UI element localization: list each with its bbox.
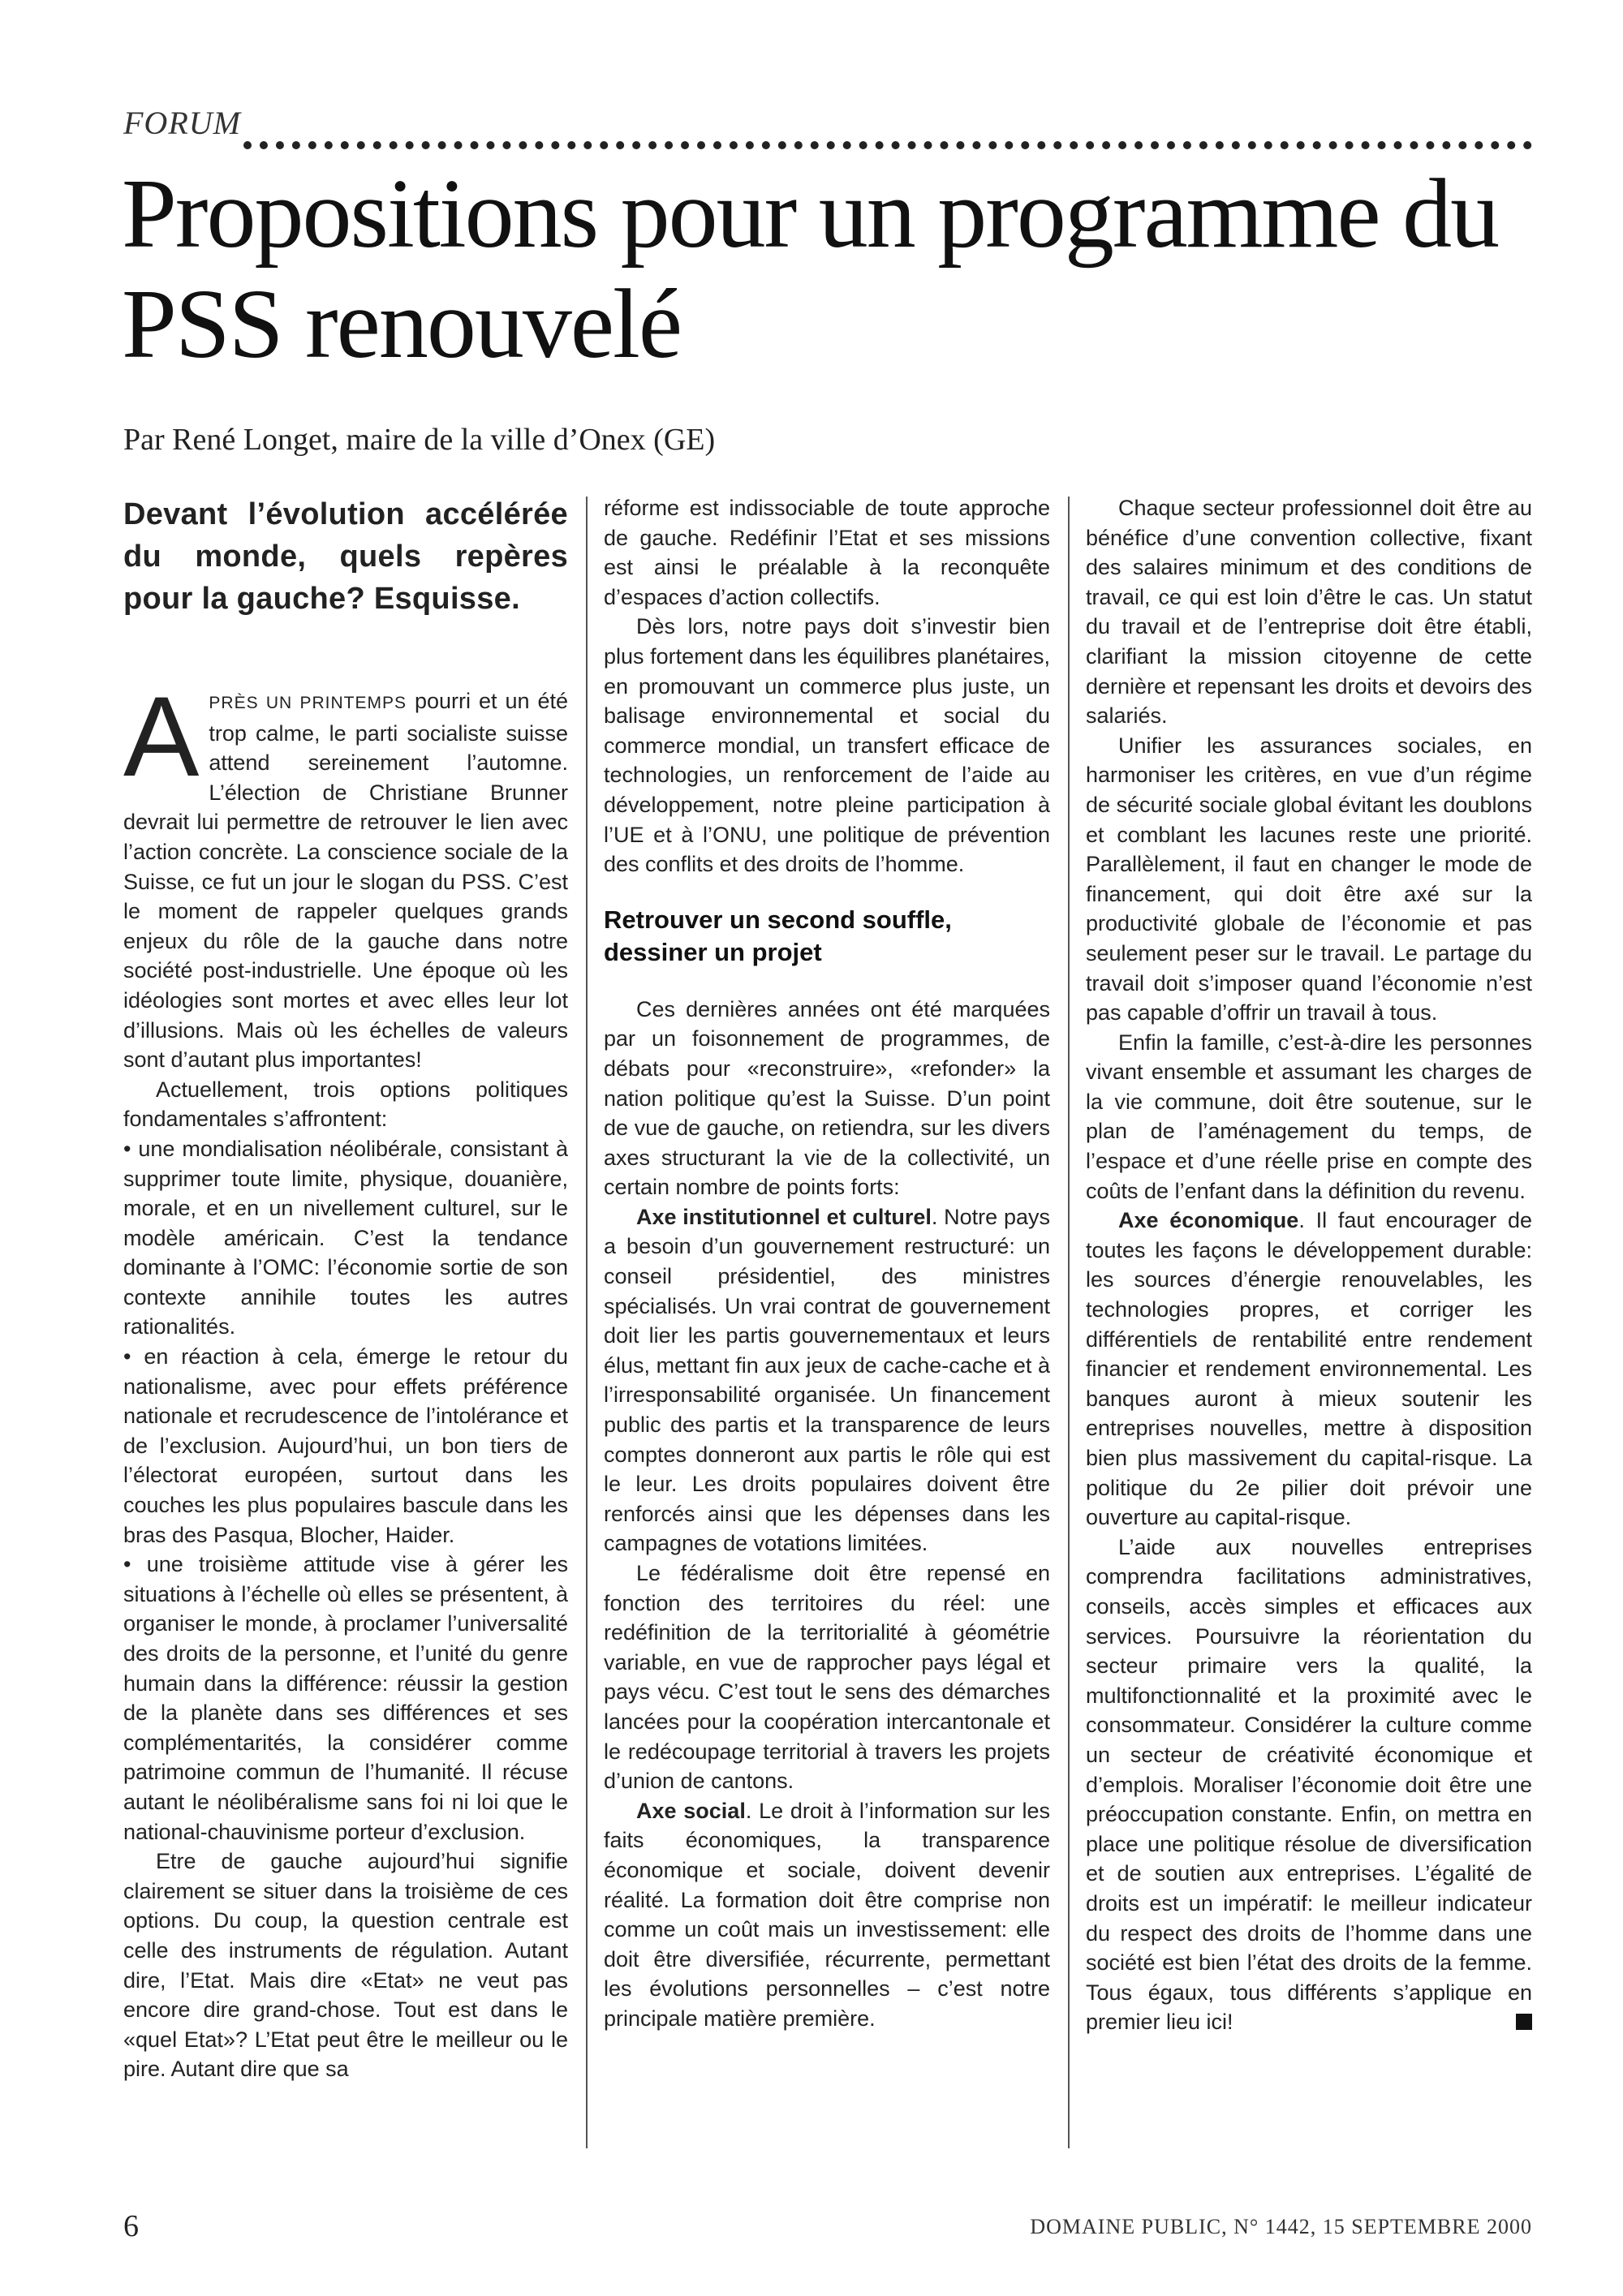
column-3 [1086, 493, 1532, 2037]
column-1 [123, 493, 568, 2084]
column-rule-1 [586, 497, 588, 2148]
paragraph-text: . Notre pays a besoin d’un gouvernement restructuré: un conseil présidentiel, des ministres spécialisés. Un vrai contrat de gouvernement doit lier les partis gouvernementaux et leurs élus, mettant fin aux jeux de cache-cache et à l’irresponsabilité organisée. Un financement public des partis et la transparence de leurs comptes donneront aux partis le rôle qui est le leur. Les droits populaires doivent être renforcés ainsi que les dépenses dans les campagnes de votations limitées. [604, 1204, 1050, 1556]
paragraph [1086, 1206, 1532, 1533]
paragraph: Chaque secteur professionnel doit être au bénéfice d’une convention collective, fixant des salaires minimum et des conditions de travail, ce qui est loin d’être le cas. Un statut du travail et de l’entreprise doit être établi, clarifiant la mission citoyenne de cette dernière et repensant les droits et devoirs des salariés. [1086, 496, 1532, 729]
drop-cap: A [123, 673, 200, 800]
article-title: Propositions pour un programme du PSS renouvelé [122, 159, 1499, 379]
axis-heading: Axe social [636, 1798, 746, 1823]
smallcaps-lead: PRÈS UN PRINTEMPS [209, 694, 407, 712]
paragraph-text: . Le droit à l’information sur les faits économiques, la transparence économique et sociale, doivent devenir réalité. La formation doit être comprise non comme un coût mais un investissement: elle doit être diversifiée, récurrente, permettant les évolutions personnelles – c’est notre principale matière première. [604, 1798, 1050, 2031]
page-number: 6 [123, 2209, 139, 2243]
paragraph: Le fédéralisme doit être repensé en fonction des territoires du réel: une redéfinition de la territorialité à géométrie variable, en vue de rapprocher pays légal et pays vécu. C’est tout le sens des démarches lancées pour la coopération intercantonale et le redécoupage territorial à travers les projets d’union de cantons. [604, 1561, 1050, 1794]
byline: Par René Longet, maire de la ville d’Onex (GE) [123, 423, 716, 457]
paragraph: Dès lors, notre pays doit s’investir bien plus fortement dans les équilibres planétaires, en promouvant un commerce plus juste, un balisage environnemental et social du commerce mondial, un transfert efficace de technologies, un renforcement de l’aide au développement, notre pleine participation à l’UE et à l’ONU, une politique de prévention des conflits et des droits de l’homme. [604, 614, 1050, 877]
paragraph: Etre de gauche aujourd’hui signifie clairement se situer dans la troisième de ces options. Du coup, la question centrale est celle des instruments de régulation. Autant dire, l’Etat. Mais dire «Etat» ne veut pas encore dire grand-chose. Tout est dans le «quel Etat»? L’Etat peut être le meilleur ou le pire. Autant dire que sa [123, 1849, 568, 2082]
paragraph-text: . Il faut encourager de toutes les façons le développement durable: les sources d’énergie renouvelables, les technologies propres, et corriger les différentiels de rentabilité entre rendement financier et rendement environnemental. Les banques auront à mieux soutenir les entreprises nouvelles, mettre à disposition bien plus massivement du capital-risque. La politique du 2e pilier doit prévoir une ouverture au capital-risque. [1086, 1208, 1532, 1530]
paragraph: Actuellement, trois options politiques fondamentales s’affrontent: [123, 1077, 568, 1132]
paragraph: Ces dernières années ont été marquées par un foisonnement de programmes, de débats pour «reconstruire», «refonder» la nation politique qu’est la Suisse. D’un point de vue de gauche, on retiendra, sur les divers axes structurant la vie de la collectivité, un certain nombre de points forts: [604, 996, 1050, 1200]
dotted-rule [243, 141, 1532, 149]
paragraph [123, 673, 569, 1075]
paragraph [604, 1796, 1050, 2034]
column-2 [604, 493, 1050, 2034]
bullet-item: • en réaction à cela, émerge le retour du nationalisme, avec pour effets préférence nationale et recrudescence de l’intolérance et de l’exclusion. Aujourd’hui, un bon tiers de l’électorat européen, surtout dans les couches les plus populaires bascule dans les bras des Pasqua, Blocher, Haider. [123, 1344, 568, 1547]
axis-heading: Axe économique [1118, 1208, 1299, 1233]
bullet-item: • une troisième attitude vise à gérer les situations à l’échelle où elles se présentent, à organiser le monde, à proclamer l’universalité des droits de la personne, et l’unité du genre humain dans la différence: réussir la gestion de la planète dans ses différences et ses complémentarités, la considérer comme patrimoine commun de l’humanité. Il récuse autant le néolibéralisme sans foi ni loi que le national-chauvinisme porteur d’exclusion. [123, 1552, 568, 1844]
column-rule-2 [1068, 497, 1070, 2148]
subheading: Retrouver un second souffle, dessiner un projet [604, 905, 952, 966]
paragraph-text: pourri et un été trop calme, le parti socialiste suisse attend sereinement l’automne. L’élection de Christiane Brunner devrait lui permettre de retrouver le lien avec l’action concrète. La conscience sociale de la Suisse, ce fut un jour le slogan du PSS. C’est le moment de rappeler quelques grands enjeux du rôle de la gauche dans notre société post-industrielle. Une époque où les idéologies sont mortes et avec elles leur lot d’illusions. Mais où les échelles de valeurs sont d’autant plus importantes! [123, 689, 569, 1073]
lede: Devant l’évolution accélérée du monde, quels repères pour la gauche? Esquisse. [123, 497, 568, 616]
paragraph-text: L’aide aux nouvelles entreprises comprendra facilitations administratives, conseils, accès simples et efficaces aux services. Poursuivre la réorientation du secteur primaire vers la qualité, la multifonctionnalité et la proximité avec le consommateur. Considérer la culture comme un secteur de créativité économique et d’emplois. Moraliser l’économie doit être une préoccupation constante. Enfin, on mettra en place une politique résolue de diversification et de soutien aux entreprises. L’égalité de droits est un impératif: le meilleur indicateur du respect des droits de l’homme dans une société est bien l’état des droits de la femme. Tous égaux, tous différents s’applique en premier lieu ici! [1086, 1534, 1532, 2035]
section-label: FORUM [123, 105, 241, 141]
paragraph [1086, 1533, 1532, 2037]
paragraph: Enfin la famille, c’est-à-dire les personnes vivant ensemble et assumant les charges de la vie commune, doit être soutenue, sur le plan de l’aménagement du temps, de l’espace et d’une réelle prise en compte des coûts de l’enfant dans la définition du revenu. [1086, 1030, 1532, 1203]
paragraph: réforme est indissociable de toute approche de gauche. Redéfinir l’Etat et ses missions est ainsi le préalable à la reconquête d’espaces d’action collectifs. [604, 496, 1050, 609]
paragraph: Unifier les assurances sociales, en harmoniser les critères, en vue d’un régime de sécurité sociale global évitant les doublons et comblant les lacunes reste une priorité. Parallèlement, il faut en changer le mode de financement, qui doit être axé sur la productivité globale de l’économie et pas seulement peser sur le travail. Le partage du travail doit s’imposer quand l’économie n’est pas capable d’offrir un travail à tous. [1086, 733, 1532, 1025]
paragraph [604, 1202, 1050, 1559]
axis-heading: Axe institutionnel et culturel [636, 1204, 932, 1229]
publication-footer: DOMAINE PUBLIC, N° 1442, 15 SEPTEMBRE 2000 [1030, 2215, 1532, 2238]
bullet-item: • une mondialisation néolibérale, consistant à supprimer toute limite, physique, douanière, morale, et en un nivellement culturel, sur le modèle américain. C’est la tendance dominante à l’OMC: l’économie sortie de son contexte annihile toutes les autres rationalités. [123, 1136, 568, 1339]
end-mark-icon [1516, 2014, 1532, 2030]
